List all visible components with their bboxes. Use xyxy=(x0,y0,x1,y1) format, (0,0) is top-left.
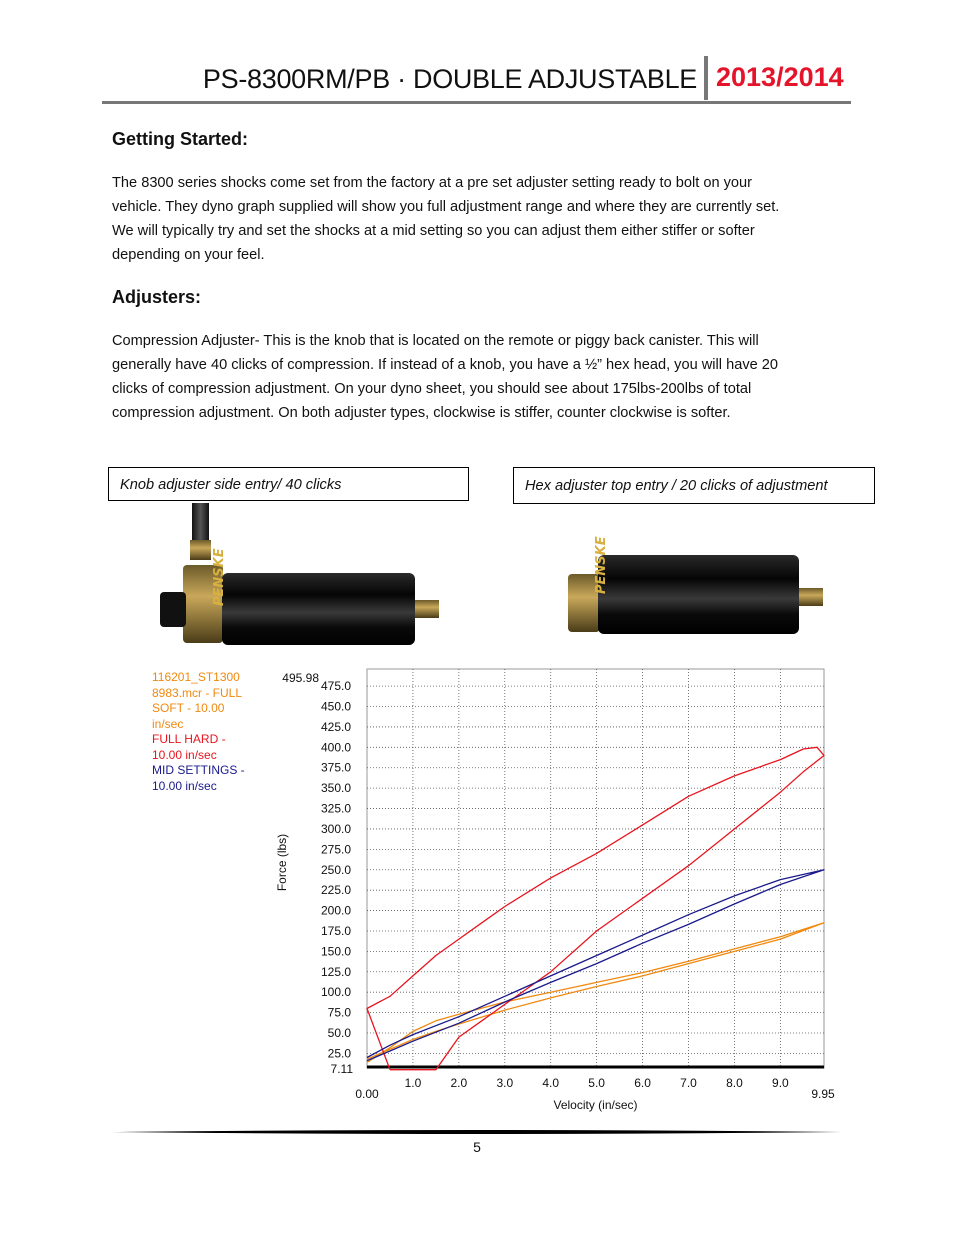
section-heading-getting-started: Getting Started: xyxy=(112,129,249,149)
y-tick-label: 475.0 xyxy=(320,679,351,694)
y-tick-label: 300.0 xyxy=(320,821,351,836)
section-heading-adjusters: Adjusters: xyxy=(112,287,202,307)
plot-area xyxy=(367,669,824,1068)
footer-rule xyxy=(112,1128,842,1136)
document-title: PS-8300RM/PB · DOUBLE ADJUSTABLE xyxy=(202,64,697,94)
brand-logo: PENSKE xyxy=(594,536,609,594)
x-axis-label: Velocity (in/sec) xyxy=(553,1098,638,1112)
brand-logo: PENSKE xyxy=(212,548,227,606)
paragraph-line: Compression Adjuster- This is the knob that is located on the remote or piggy back canister. This will xyxy=(112,333,759,349)
legend-full-soft: 116201_ST1300 8983.mcr - FULL SOFT - 10.00 in/sec xyxy=(152,670,242,731)
y-tick-label: 100.0 xyxy=(320,985,351,1000)
x-max-label: 9.95 xyxy=(811,1087,835,1101)
y-tick-label: 25.0 xyxy=(327,1046,351,1061)
x-min-label: 0.00 xyxy=(355,1087,379,1101)
y-tick-label: 125.0 xyxy=(320,964,351,979)
hex-adjuster-caption: Hex adjuster top entry / 20 clicks of adjustment xyxy=(513,467,875,504)
paragraph-line: clicks of compression adjustment. On your dyno sheet, you should see about 175lbs-200lbs of total xyxy=(112,381,752,397)
paragraph-line: The 8300 series shocks come set from the factory at a pre set adjuster setting ready to bolt on your xyxy=(112,175,753,191)
y-tick-label: 400.0 xyxy=(320,740,351,755)
y-tick-label: 175.0 xyxy=(320,923,351,938)
knob-adjuster-caption: Knob adjuster side entry/ 40 clicks xyxy=(108,467,469,501)
y-tick-label: 75.0 xyxy=(327,1005,351,1020)
x-tick-label: 9.0 xyxy=(772,1076,789,1090)
y-tick-label: 275.0 xyxy=(320,842,351,857)
y-max-label: 495.98 xyxy=(282,671,319,685)
x-tick-label: 7.0 xyxy=(680,1076,697,1090)
x-tick-label: 5.0 xyxy=(588,1076,605,1090)
y-tick-label: 250.0 xyxy=(320,862,351,877)
paragraph-line: depending on your feel. xyxy=(112,247,265,263)
y-tick-label: 425.0 xyxy=(320,719,351,734)
x-tick-label: 3.0 xyxy=(496,1076,514,1090)
x-tick-label: 1.0 xyxy=(404,1076,422,1090)
y-tick-label: 375.0 xyxy=(320,760,351,775)
y-tick-label: 325.0 xyxy=(320,801,351,816)
y-tick-label: 350.0 xyxy=(320,781,351,796)
y-axis-label: Force (lbs) xyxy=(275,833,289,892)
y-tick-label: 150.0 xyxy=(320,944,351,959)
y-tick-label: 50.0 xyxy=(327,1025,351,1040)
paragraph-line: We will typically try and set the shocks at a mid setting so you can adjust them either stiffer or softer xyxy=(112,223,755,239)
x-tick-label: 8.0 xyxy=(726,1076,743,1090)
y-tick-label: 225.0 xyxy=(320,883,351,898)
x-tick-label: 4.0 xyxy=(542,1076,560,1090)
paragraph-line: generally have 40 clicks of compression. If instead of a knob, you have a ½” hex head, you will have 20 xyxy=(112,357,779,373)
paragraph-line: vehicle. They dyno graph supplied will show you full adjustment range and where they are currently set. xyxy=(112,199,780,215)
page-number: 5 xyxy=(473,1139,481,1155)
legend-mid: MID SETTINGS - 10.00 in/sec xyxy=(152,763,245,793)
y-min-label: 7.11 xyxy=(330,1062,353,1076)
document-year: 2013/2014 xyxy=(716,62,844,92)
x-tick-label: 2.0 xyxy=(450,1076,468,1090)
paragraph-line: compression adjustment. On both adjuster types, clockwise is stiffer, counter clockwise is softer. xyxy=(112,405,731,421)
y-tick-label: 450.0 xyxy=(320,699,351,714)
legend-full-hard: FULL HARD - 10.00 in/sec xyxy=(152,732,226,762)
y-tick-label: 200.0 xyxy=(320,903,351,918)
x-tick-label: 6.0 xyxy=(634,1076,651,1090)
